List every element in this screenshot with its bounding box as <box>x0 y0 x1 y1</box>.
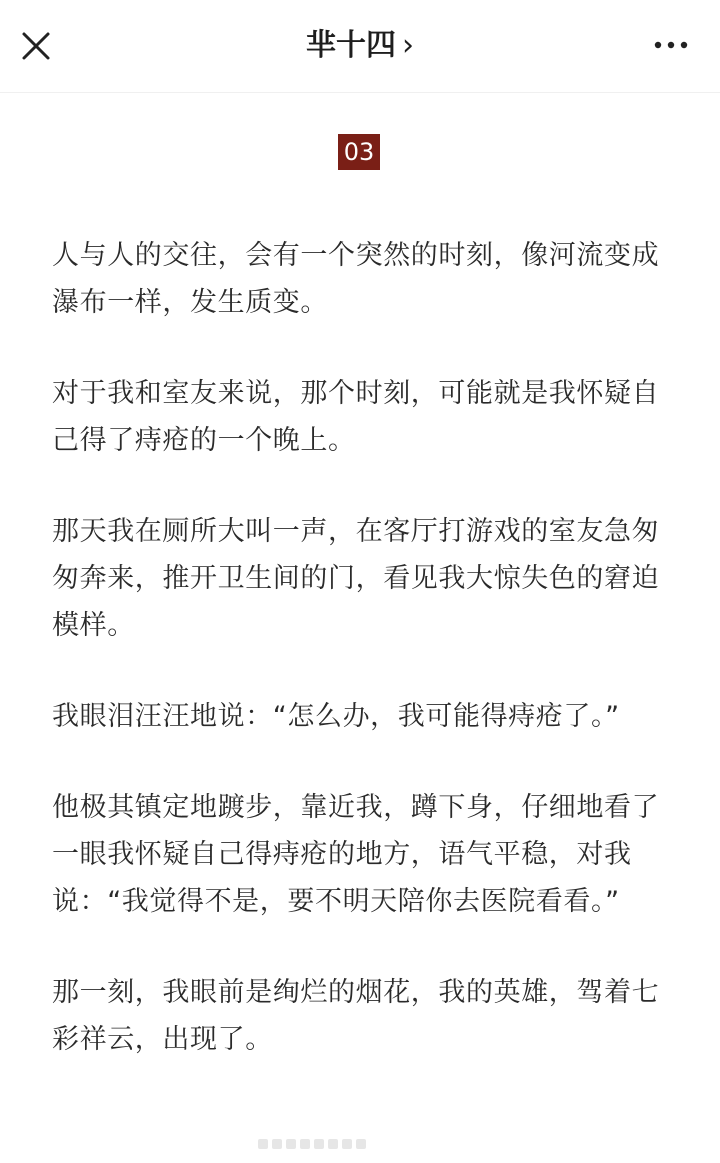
section-number-badge: 03 <box>338 134 380 170</box>
paragraph: 那一刻，我眼前是绚烂的烟花，我的英雄，驾着七彩祥云，出现了。 <box>52 977 660 1055</box>
chevron-right-icon: › <box>402 28 414 63</box>
watermark-logo <box>258 1136 368 1152</box>
paragraph: 对于我和室友来说，那个时刻，可能就是我怀疑自己得了痔疮的一个晚上。 <box>52 378 660 456</box>
account-name: 芈十四 <box>306 28 396 63</box>
paragraph: 我眼泪汪汪地说：“怎么办，我可能得痔疮了。” <box>52 701 620 732</box>
top-bar <box>0 0 720 92</box>
more-dots-icon <box>652 30 690 60</box>
more-button[interactable] <box>652 30 690 60</box>
paragraph: 人与人的交往，会有一个突然的时刻，像河流变成瀑布一样，发生质变。 <box>52 240 660 318</box>
paragraph: 他极其镇定地踱步，靠近我，蹲下身，仔细地看了一眼我怀疑自己得痔疮的地方，语气平稳，对我说：“我觉得不是，要不明天陪你去医院看看。” <box>52 792 660 917</box>
paragraph: 那天我在厕所大叫一声，在客厅打游戏的室友急匆匆奔来，推开卫生间的门，看见我大惊失色的窘迫模样。 <box>52 516 660 641</box>
account-title-link[interactable] <box>0 24 720 68</box>
article-body <box>52 232 672 1107</box>
header-divider <box>0 92 720 93</box>
